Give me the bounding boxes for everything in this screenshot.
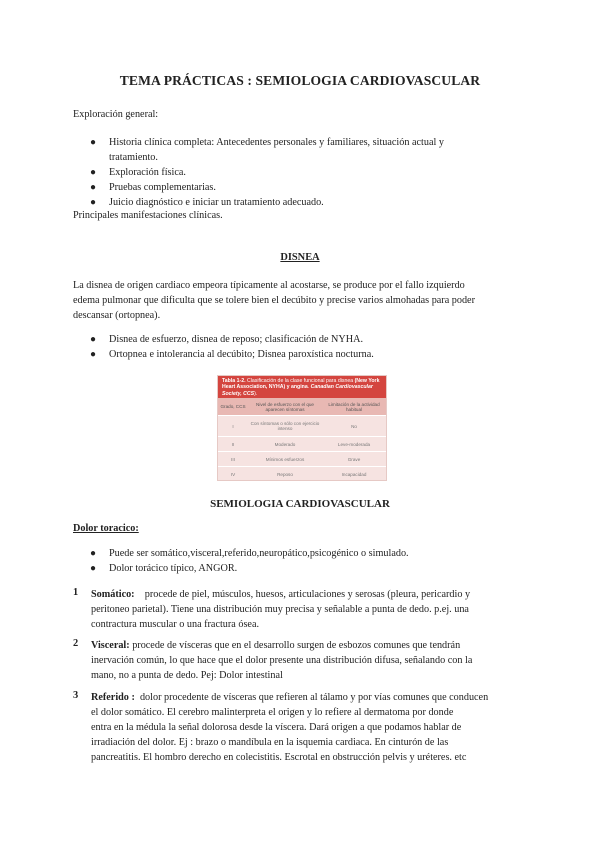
- list-item: ● Disnea de esfuerzo, disnea de reposo; clasificación de NYHA.: [90, 334, 364, 345]
- bullet-icon: ●: [90, 548, 97, 559]
- table-header-cell: Grado, CCS: [220, 404, 246, 409]
- bullet-icon: ●: [90, 137, 97, 148]
- exploracion-list: [90, 135, 509, 210]
- list-item: ● Historia clínica completa: Antecedentes personales y familiares, situación actual y: [90, 137, 444, 148]
- bullet-icon: ●: [90, 197, 97, 208]
- table-header-cell: Nivel de esfuerzo con el que aparecen síntomas: [256, 401, 314, 412]
- list-item: ● Juicio diagnóstico e iniciar un tratamiento adecuado.: [90, 197, 324, 208]
- bullet-icon: ●: [90, 349, 97, 360]
- table-header-row: [218, 398, 386, 415]
- table-caption: Tabla 1-2. Clasificación de la clase funcional para disnea (New York Heart Association, NYHA) y angina. Canadian Cardiovascular Society, CCS).: [218, 376, 386, 398]
- list-item-continuation: tratamiento.: [109, 152, 158, 163]
- item-term: Referido :: [91, 692, 135, 703]
- dolor-heading: Dolor toracico:: [73, 523, 139, 534]
- principales-text: Principales manifestaciones clínicas.: [73, 210, 223, 221]
- table-row: IV Reposo Incapacidad: [218, 466, 386, 481]
- item-referido: Referido : dolor procedente de vísceras que refieren al tálamo y por vías comunes que conducen el dolor somático. El cerebro malinterpreta el origen y lo refiere al dermatoma por donde entra en la médula la señal dolorosa desde la víscera. Dará origen a que podamos hablar de irradiación del dolor. Ej : brazo o mandíbula en la isquemia cardiaca. En cinturón de las pancreatitis. El hombro derecho en colecistitis. Escrotal en obstrucción pelvis y uréteres. etc: [91, 692, 489, 763]
- item-term: Visceral:: [91, 640, 130, 651]
- bullet-icon: ●: [90, 182, 97, 193]
- semiologia-heading: SEMIOLOGIA CARDIOVASCULAR: [210, 498, 390, 510]
- bullet-icon: ●: [90, 167, 97, 178]
- table-row: I Con síntomas o sólo con ejercicio intenso No: [218, 415, 386, 436]
- item-number: 3: [73, 690, 79, 701]
- page-title: TEMA PRÁCTICAS : SEMIOLOGIA CARDIOVASCULAR: [119, 73, 481, 88]
- list-item: ● Ortopnea e intolerancia al decúbito; Disnea paroxística nocturna.: [90, 349, 374, 360]
- bullet-icon: ●: [90, 563, 97, 574]
- exploracion-heading: Exploración general:: [73, 109, 159, 120]
- item-somatico: Somático: procede de piel, músculos, huesos, articulaciones y serosas (pleura, pericardio y peritoneo parietal). Tiene una distribución muy precisa y señalable a punta de dedo. p.ej. una contractura muscular o una fractura ósea.: [91, 589, 471, 630]
- bullet-icon: ●: [90, 334, 97, 345]
- list-item: ● Dolor torácico típico, ANGOR.: [90, 563, 238, 574]
- item-term: Somático:: [91, 589, 135, 600]
- disnea-list: [90, 332, 509, 362]
- table-row: II Moderado Leve-moderada: [218, 436, 386, 451]
- disnea-heading: DISNEA: [280, 252, 320, 263]
- table-row: III Mínimos esfuerzos Grave: [218, 451, 386, 466]
- list-item: ● Puede ser somático,visceral,referido,neuropático,psicogénico o simulado.: [90, 548, 409, 559]
- table-header-cell: Limitación de la actividad habitual: [328, 401, 380, 412]
- item-visceral: Visceral: procede de vísceras que en el desarrollo surgen de esbozos comunes que tendrán inervación común, lo que hace que el dolor presente una distribución difusa, señalando con la mano, no a punta de dedo. Pej: Dolor intestinal: [91, 640, 473, 681]
- dolor-list: [90, 546, 509, 576]
- nyha-classification-table: [217, 375, 387, 481]
- item-number: 2: [73, 638, 79, 649]
- list-item: ● Pruebas complementarias.: [90, 182, 216, 193]
- list-item: ● Exploración física.: [90, 167, 186, 178]
- disnea-paragraph: La disnea de origen cardiaco empeora típicamente al acostarse, se produce por el fallo izquierdo edema pulmonar que dificulta que se tolere bien el decúbito y precise varios almohadas para poder descansar (ortopnea).: [73, 280, 475, 321]
- item-number: 1: [73, 587, 79, 598]
